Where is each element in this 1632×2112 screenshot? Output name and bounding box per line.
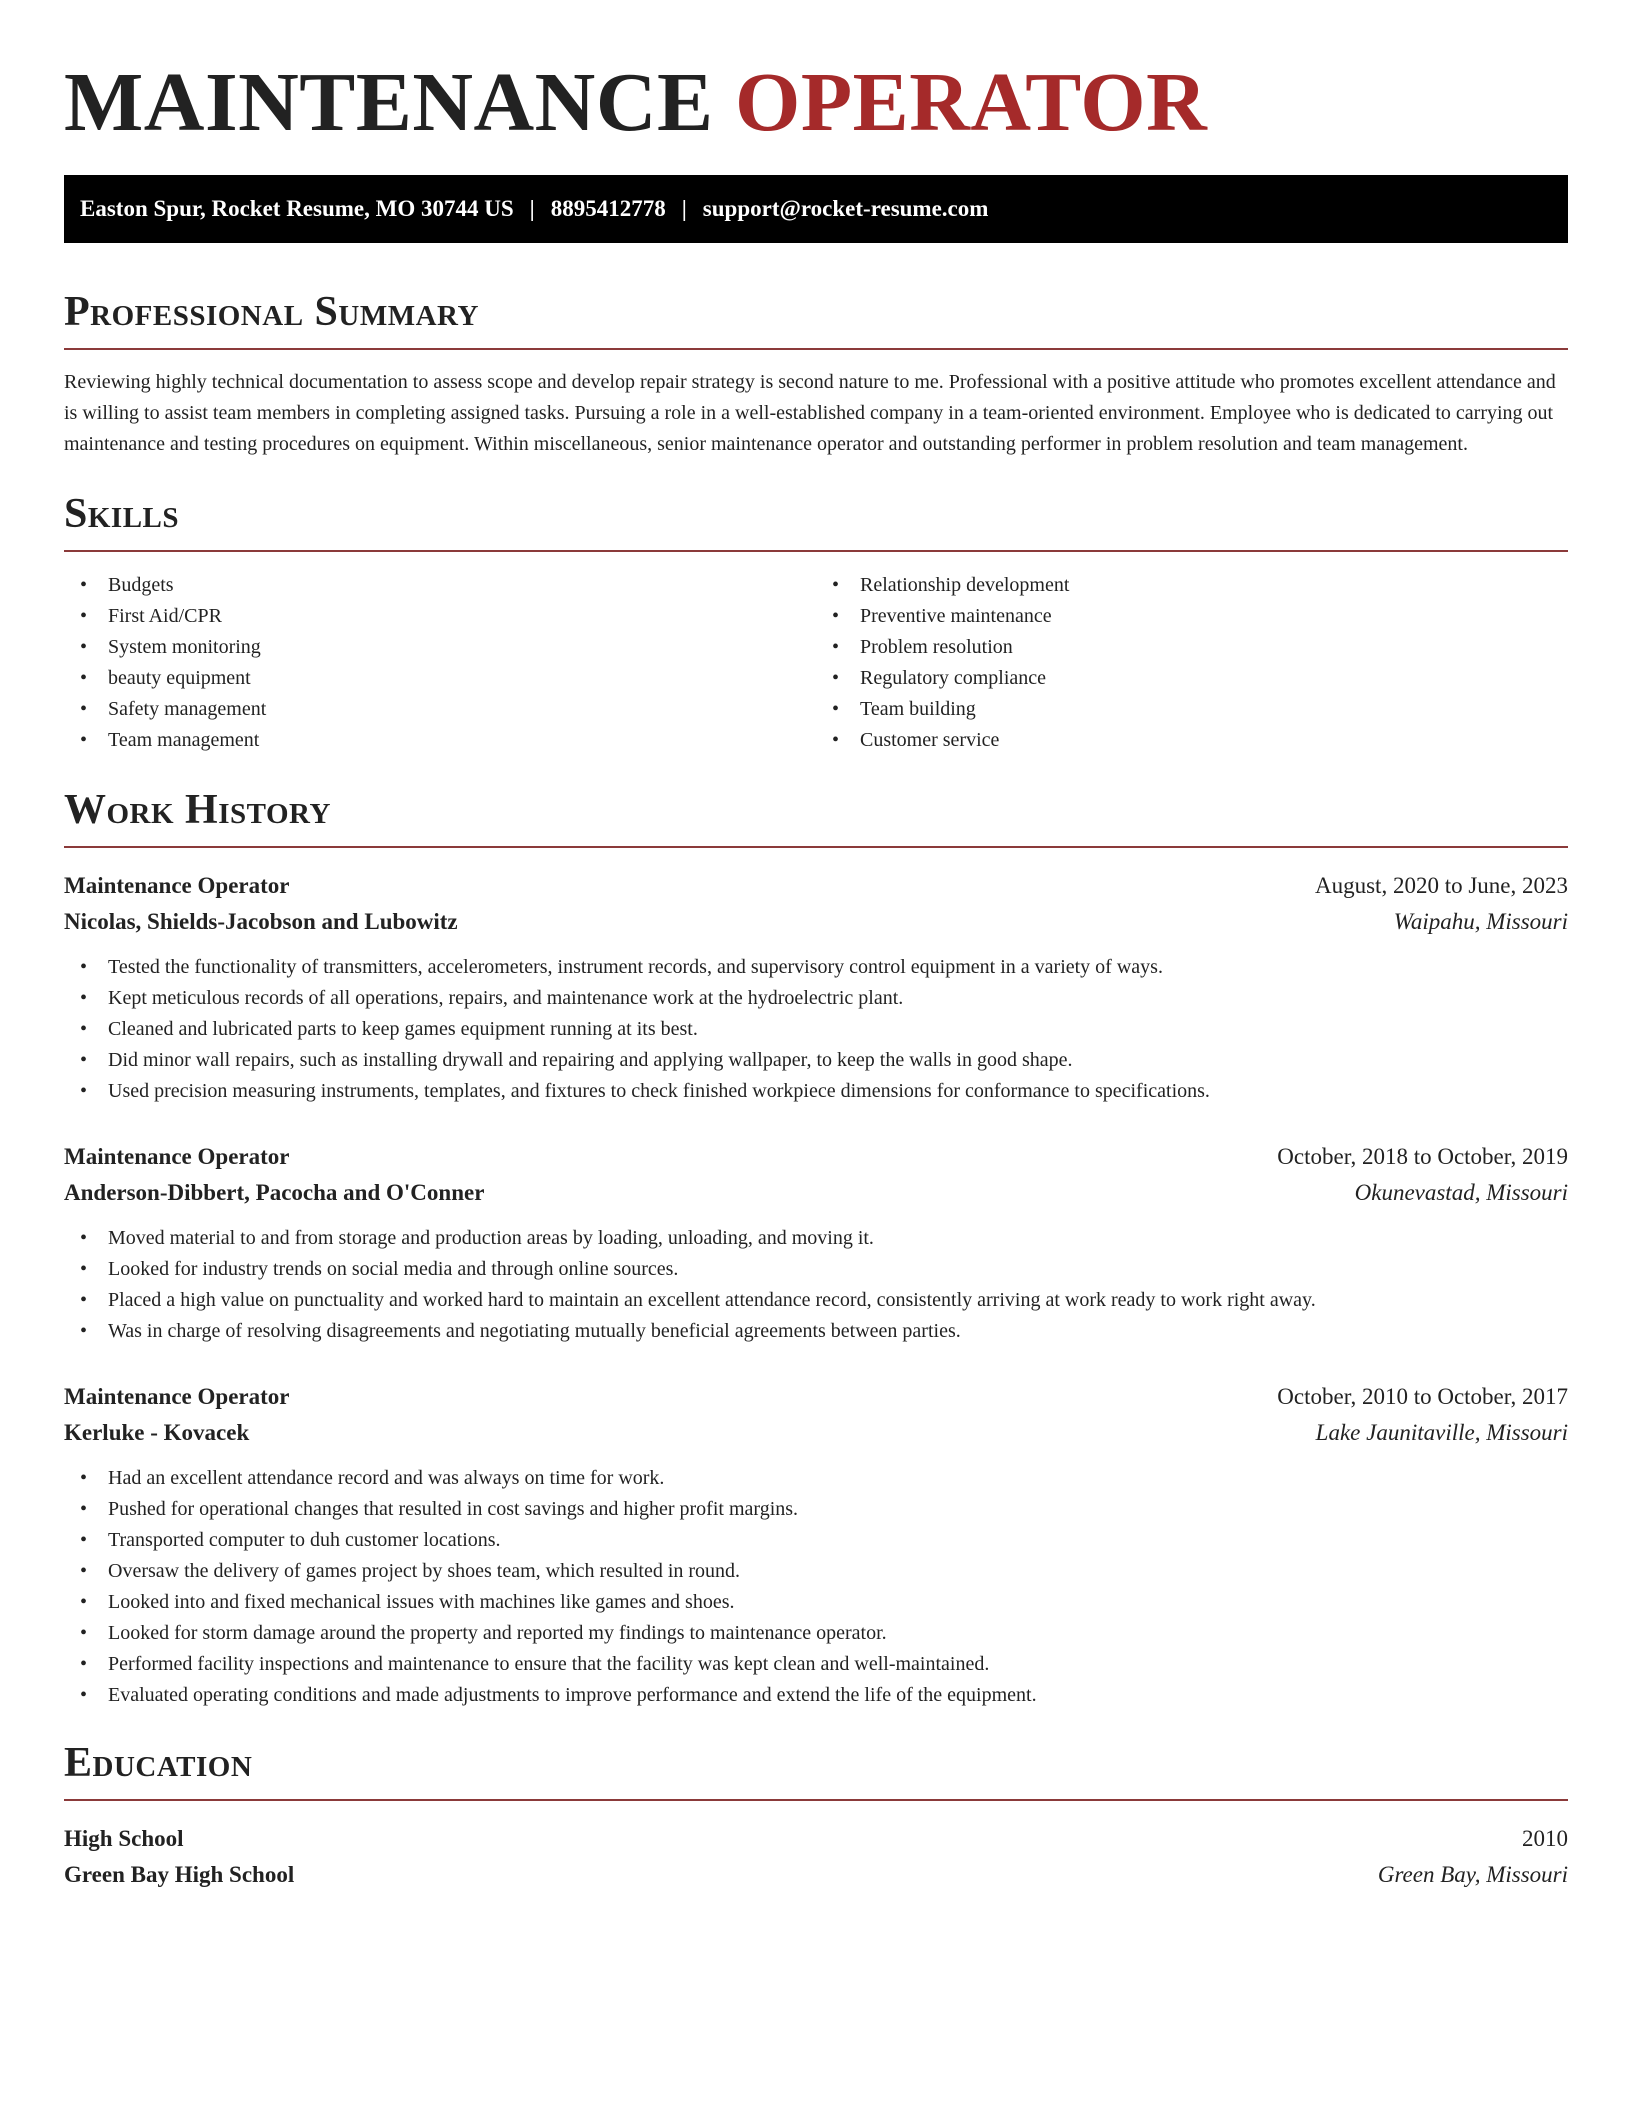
- education-section: [64, 1739, 1568, 1893]
- job-dates: October, 2018 to October, 2019: [1277, 1144, 1568, 1169]
- skill-item: • Customer service: [816, 725, 1568, 756]
- job-header-row: [64, 868, 1568, 904]
- section-divider: [64, 846, 1568, 848]
- job-bullet: • Did minor wall repairs, such as installing drywall and repairing and applying wallpaper, to keep the walls in good shape.: [64, 1045, 1568, 1076]
- education-school: Green Bay High School: [64, 1862, 295, 1887]
- job-bullet: • Looked for industry trends on social media and through online sources.: [64, 1254, 1568, 1285]
- summary-section: [64, 288, 1568, 460]
- skill-item: • Regulatory compliance: [816, 663, 1568, 694]
- job-bullet: • Placed a high value on punctuality and worked hard to maintain an excellent attendance record, consistently arriving at work ready to work right away.: [64, 1285, 1568, 1316]
- work-history-section: [64, 786, 1568, 1711]
- education-year: 2010: [1522, 1826, 1568, 1851]
- job-company: Anderson-Dibbert, Pacocha and O'Conner: [64, 1180, 485, 1205]
- job-bullets: [64, 1223, 1568, 1347]
- contact-address: Easton Spur, Rocket Resume, MO 30744 US: [80, 196, 514, 221]
- name-first: MAINTENANCE: [64, 56, 714, 149]
- contact-separator: |: [681, 196, 687, 221]
- job-title: Maintenance Operator: [64, 1384, 290, 1409]
- job-bullet: • Performed facility inspections and maintenance to ensure that the facility was kept clean and well-maintained.: [64, 1649, 1568, 1680]
- job-dates: August, 2020 to June, 2023: [1315, 873, 1568, 898]
- skill-item: • beauty equipment: [64, 663, 816, 694]
- job-bullet: • Pushed for operational changes that resulted in cost savings and higher profit margins.: [64, 1494, 1568, 1525]
- skill-item: • Safety management: [64, 694, 816, 725]
- job-bullets: [64, 952, 1568, 1107]
- education-entry: [64, 1821, 1568, 1893]
- job-company-row: [64, 1415, 1568, 1451]
- job-bullet: • Tested the functionality of transmitters, accelerometers, instrument records, and supervisory control equipment in a variety of ways.: [64, 952, 1568, 983]
- job-bullet: • Kept meticulous records of all operations, repairs, and maintenance work at the hydroelectric plant.: [64, 983, 1568, 1014]
- section-title-summary: Professional Summary: [64, 289, 479, 335]
- job-bullet: • Was in charge of resolving disagreements and negotiating mutually beneficial agreements between parties.: [64, 1316, 1568, 1347]
- contact-email: support@rocket-resume.com: [702, 196, 989, 221]
- section-divider: [64, 348, 1568, 350]
- job-entry: [64, 1139, 1568, 1347]
- education-school-row: [64, 1857, 1568, 1893]
- job-bullet: • Used precision measuring instruments, templates, and fixtures to check finished workpiece dimensions for conformance to specifications.: [64, 1076, 1568, 1107]
- job-location: Waipahu, Missouri: [1393, 909, 1568, 934]
- job-bullet: • Looked for storm damage around the property and reported my findings to maintenance operator.: [64, 1618, 1568, 1649]
- section-title-work: Work History: [64, 787, 331, 833]
- contact-separator: |: [529, 196, 535, 221]
- education-location: Green Bay, Missouri: [1377, 1862, 1568, 1887]
- skill-item: • System monitoring: [64, 632, 816, 663]
- skill-item: • Budgets: [64, 570, 816, 601]
- job-entry: [64, 1379, 1568, 1711]
- job-title: Maintenance Operator: [64, 873, 290, 898]
- name-last: OPERATOR: [735, 56, 1208, 149]
- section-title-education: Education: [64, 1740, 253, 1786]
- job-location: Lake Jaunitaville, Missouri: [1315, 1420, 1568, 1445]
- job-bullet: • Cleaned and lubricated parts to keep games equipment running at its best.: [64, 1014, 1568, 1045]
- job-company-row: [64, 904, 1568, 940]
- skill-item: • Relationship development: [816, 570, 1568, 601]
- contact-phone: 8895412778: [550, 196, 666, 221]
- contact-bar: [64, 175, 1568, 243]
- job-bullets: [64, 1463, 1568, 1711]
- job-entry: [64, 868, 1568, 1107]
- job-bullet: • Moved material to and from storage and production areas by loading, unloading, and moving it.: [64, 1223, 1568, 1254]
- job-bullet: • Transported computer to duh customer locations.: [64, 1525, 1568, 1556]
- job-title: Maintenance Operator: [64, 1144, 290, 1169]
- skills-column-left: [64, 570, 816, 756]
- skills-section: [64, 490, 1568, 756]
- job-bullet: • Had an excellent attendance record and was always on time for work.: [64, 1463, 1568, 1494]
- skill-item: • First Aid/CPR: [64, 601, 816, 632]
- section-divider: [64, 1799, 1568, 1801]
- section-title-skills: Skills: [64, 491, 180, 537]
- resume-name: [64, 55, 1568, 151]
- job-header-row: [64, 1139, 1568, 1175]
- job-bullet: • Looked into and fixed mechanical issues with machines like games and shoes.: [64, 1587, 1568, 1618]
- education-degree-row: [64, 1821, 1568, 1857]
- job-header-row: [64, 1379, 1568, 1415]
- job-company: Kerluke - Kovacek: [64, 1420, 250, 1445]
- summary-text: Reviewing highly technical documentation to assess scope and develop repair strategy is second nature to me. Professional with a positive attitude who promotes excellent attendance and is willing to assist team members in completing assigned tasks. Pursuing a role in a well-established company in a team-oriented environment. Employee who is dedicated to carrying out maintenance and testing procedures on equipment. Within miscellaneous, senior maintenance operator and outstanding performer in problem resolution and team management.: [64, 371, 1556, 455]
- skill-item: • Preventive maintenance: [816, 601, 1568, 632]
- education-degree: High School: [64, 1826, 184, 1851]
- skills-grid: [64, 570, 1568, 756]
- job-dates: October, 2010 to October, 2017: [1277, 1384, 1568, 1409]
- job-bullet: • Oversaw the delivery of games project by shoes team, which resulted in round.: [64, 1556, 1568, 1587]
- job-location: Okunevastad, Missouri: [1354, 1180, 1568, 1205]
- job-bullet: • Evaluated operating conditions and made adjustments to improve performance and extend the life of the equipment.: [64, 1680, 1568, 1711]
- job-company-row: [64, 1175, 1568, 1211]
- skill-item: • Team building: [816, 694, 1568, 725]
- section-divider: [64, 550, 1568, 552]
- job-company: Nicolas, Shields-Jacobson and Lubowitz: [64, 909, 458, 934]
- skill-item: • Team management: [64, 725, 816, 756]
- skill-item: • Problem resolution: [816, 632, 1568, 663]
- skills-column-right: [816, 570, 1568, 756]
